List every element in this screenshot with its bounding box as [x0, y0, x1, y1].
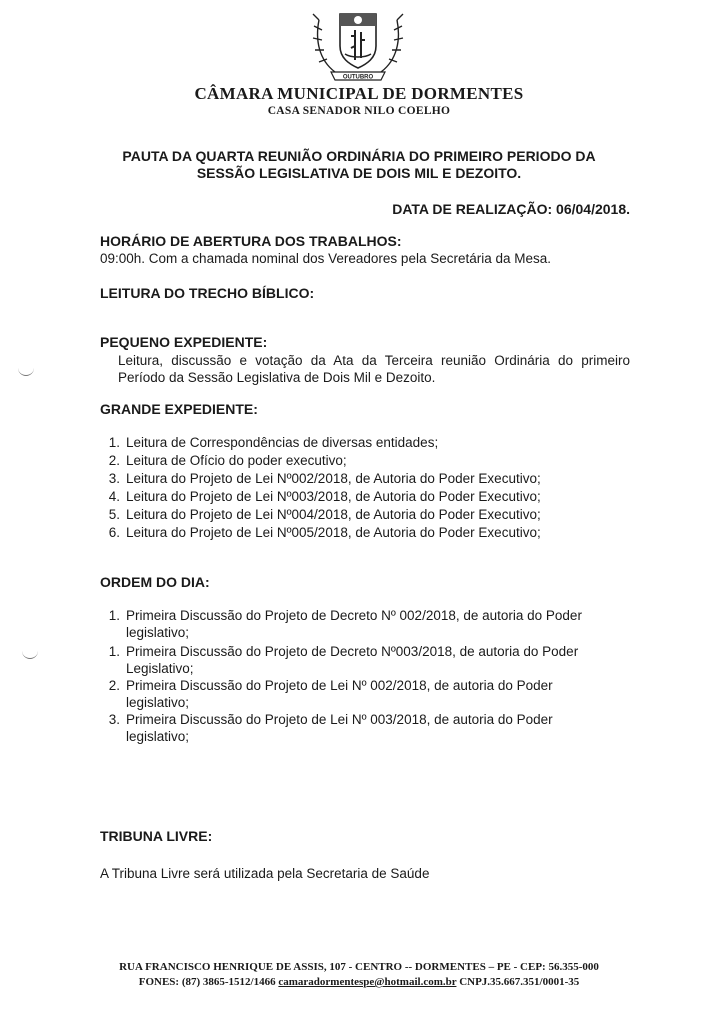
- footer-cnpj: CNPJ.35.667.351/0001-35: [459, 976, 580, 988]
- tribune-heading: TRIBUNA LIVRE:: [100, 828, 213, 844]
- order-of-day-heading: ORDEM DO DIA:: [100, 574, 210, 590]
- opening-heading: HORÁRIO DE ABERTURA DOS TRABALHOS:: [100, 233, 402, 249]
- small-expedient-text: Leitura, discussão e votação da Ata da Terceira reunião Ordinária do primeiro Período da Sessão Legislativa de Dois Mil e Dezoito.: [118, 353, 630, 385]
- org-subtitle: CASA SENADOR NILO COELHO: [267, 105, 451, 117]
- small-expedient-heading: PEQUENO EXPEDIENTE:: [100, 334, 268, 350]
- document-title-line2: SESSÃO LEGISLATIVA DE DOIS MIL E DEZOITO.: [196, 165, 522, 181]
- list-item: 3. Primeira Discussão do Projeto de Lei Nº 003/2018, de autoria do Poder legislativo;: [108, 712, 553, 744]
- list-item: 5. Leitura do Projeto de Lei Nº004/2018, de Autoria do Poder Executivo;: [108, 507, 541, 522]
- list-item: 1. Primeira Discussão do Projeto de Decreto Nº003/2018, de autoria do Poder Legislativo;: [108, 644, 579, 676]
- footer-contacts: [0, 976, 718, 988]
- list-item: 6. Leitura do Projeto de Lei Nº005/2018, de Autoria do Poder Executivo;: [108, 525, 541, 540]
- document-title-line1: PAUTA DA QUARTA REUNIÃO ORDINÁRIA DO PRIMEIRO PERIODO DA: [122, 148, 596, 164]
- list-item: 4. Leitura do Projeto de Lei Nº003/2018, de Autoria do Poder Executivo;: [108, 489, 541, 504]
- list-item: 2. Leitura de Ofício do poder executivo;: [108, 453, 347, 468]
- scan-mark: [18, 365, 34, 376]
- crest-motto: OUTUBRO: [342, 74, 374, 81]
- scan-mark: [22, 648, 38, 659]
- list-item: 1. Primeira Discussão do Projeto de Decreto Nº 002/2018, de autoria do Poder legislativo;: [108, 608, 582, 640]
- list-item: 2. Primeira Discussão do Projeto de Lei Nº 002/2018, de autoria do Poder legislativo;: [108, 678, 553, 710]
- list-item: 3. Leitura do Projeto de Lei Nº002/2018, de Autoria do Poder Executivo;: [108, 471, 541, 486]
- tribune-text: A Tribuna Livre será utilizada pela Secretaria de Saúde: [100, 866, 430, 881]
- large-expedient-heading: GRANDE EXPEDIENTE:: [100, 401, 258, 417]
- meeting-date: DATA DE REALIZAÇÃO: 06/04/2018.: [392, 201, 630, 217]
- footer-email-link[interactable]: camaradormentespe@hotmail.com.br: [278, 976, 457, 988]
- municipal-crest-logo: [305, 2, 411, 86]
- footer-address: RUA FRANCISCO HENRIQUE DE ASSIS, 107 - CENTRO -- DORMENTES – PE - CEP: 56.355-000: [119, 961, 599, 973]
- org-name: CÂMARA MUNICIPAL DE DORMENTES: [194, 84, 524, 103]
- list-item: 1. Leitura de Correspondências de diversas entidades;: [108, 435, 439, 450]
- opening-text: 09:00h. Com a chamada nominal dos Vereadores pela Secretária da Mesa.: [100, 251, 552, 266]
- footer-phones: FONES: (87) 3865-1512/1466: [138, 976, 276, 988]
- bible-heading: LEITURA DO TRECHO BÍBLICO:: [100, 285, 315, 301]
